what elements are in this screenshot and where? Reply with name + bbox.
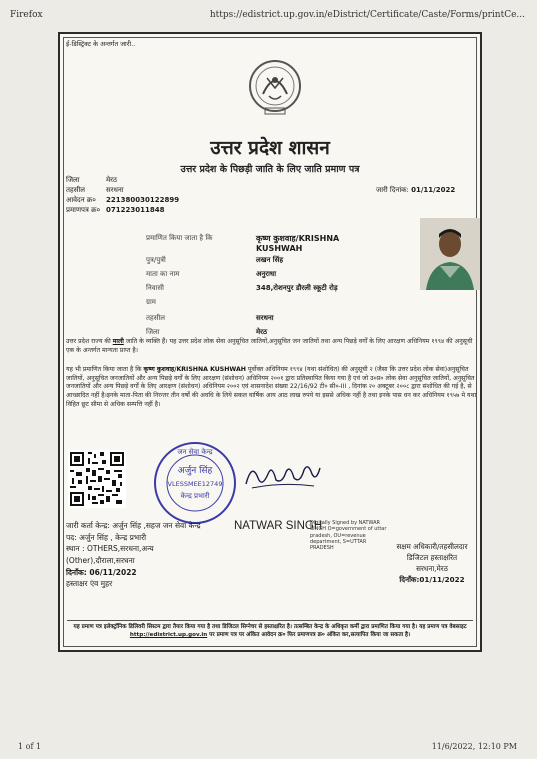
svg-text:जन सेवा केन्द्र: जन सेवा केन्द्र xyxy=(177,448,213,456)
top-note: ई-डिस्ट्रिक्ट के अन्तर्गत जारी.. xyxy=(66,40,136,48)
issue-date: जारी दिनांक: 01/11/2022 xyxy=(376,186,456,194)
meta-certificate-no: प्रमाणपत्र क्र० 071223011848 xyxy=(66,206,165,214)
digital-signature-text: Digitally Signed by NATWAR SINGH O=government of uttar pradesh, OU=revenue department, S=UTTAR PRADESH xyxy=(310,520,387,551)
paragraph-certification: यह भी प्रमाणित किया जाता है कि कृष्ण कुशवाह/KRISHNA KUSHWAH पूर्वोक्त अधिनियम १९९४ (यथा संशोधित) की अनुसूची २ (जैसा कि उत्तर प्रदेश लोक सेवा)अनुसूचित जातियों, अनुसूचित जनजातियों और अन्य पिछड़े वर्गों के लिए आरक्षण (संशोधन) अधिनियम २००१ द्वारा प्रतिस्थापित किया गया है एवं जो उ०प्र० लोक सेवा अनुसूचित जातियों, अनुसूचित जनजातियों और अन्य पिछड़े वर्गों के लिए आरक्षण (संशोधन) अधिनियम २००२ एवं शासनादेश संख्या 22/16/92 टी० सी०-III , दिनांक २० अक्टूबर २००८ द्वारा संशोधित की गई है, से आच्छादित नहीं है।इनके माता-पिता की निरन्तर तीन वर्षों की अवधि के लिये सकल वार्षिक आय आठ लाख रुपये या इससे अधिक नहीं है तथा इनके पास धन कर अधिनियम १९५७ मे यथा विहित छूट सीमा से अधिक सम्पत्ति नहीं है। xyxy=(66,366,477,408)
footer-divider xyxy=(67,620,473,621)
certificate-subtitle: उत्तर प्रदेश के पिछड़ी जाति के लिए जाति प्रमाण पत्र xyxy=(180,164,360,175)
digital-signer-name: NATWAR SINGH xyxy=(234,520,323,532)
certificate-inner-border: ई-डिस्ट्रिक्ट के अन्तर्गत जारी.. उत्तर प्रदेश शासन उत्तर प्रदेश के पिछड़ी जाति के लिए जाति प्रमाण पत्र जिला मेरठ तहसील सरधना आवेदन क्र० 221380030122899 प्रमाणपत्र क्र० 071223011848 जारी दिनांक: 01/11/2022 प्रमाणित किया जाता है कि कृष्ण कुशवाह/KRISHNA KUSHWAH पुत्र/पुत्री लखन सिंह माता का नाम अनुराधा निवासी 348,रोशनपुर डौरली स्कूटी रोड़ ग्राम तहसील सरधना जिला मेरठ उत्तर प्रदेश राज्य की माली जाति के व्यक्ति हैं। यह उत्तर प्रदेश लोक सेवा अनुसूचित जातियों,अनुसूचित जन जातियों तथा अन्य पिछड़े वर्गों के लिए आरक्षण अधिनियम १९९४ की अनुसूची एक के अन्तर्गत मान्यता प्राप्त है। यह भी प्रमाणित किया जाता है कि कृष्ण कुशवाह/KRISHNA KUSHWAH पूर्वोक्त अधिनियम १९९४ (यथा संशोधित) की अनुसूची २ (जैसा कि उत्तर प्रदेश लोक सेवा)अनुसूचित जातियों, अनुसूचित जनजातियों और अन्य पिछड़े वर्गों के लिए आरक्षण (संशोधन) अधिनियम २००१ द्वारा प्रतिस्थापित किया गया है एवं जो उ०प्र० लोक सेवा अनुसूचित जातियों, अनुसूचित जनजातियों और अन्य पिछड़े वर्गों के लिए आरक्षण (संशोधन) अधिनियम २००२ एवं शासनादेश संख्या 22/16/92 टी० सी०-III , दिनांक २० अक्टूबर २००८ द्वारा संशोधित की गई है, से आच्छादित नहीं है।इनके माता-पिता की निरन्तर तीन वर्षों की अवधि के लिये सकल वार्षिक आय आठ लाख रुपये या इससे अधिक नहीं है तथा इनके पास धन कर अधिनियम १९५७ मे यथा विहित छूट सीमा से अधिक सम्पत्ति नहीं है। जन सेवा केन्द्र अर्जुन सिंह VLESSMEE12749 केन्द्र प्रभारी जारी कर्ता केन्द्र: अर्जुन सिंह ,सहज जन सेवा केन्द्र पद: अर्जुन सिंह , केन्द्र प्रभारी स्थान : OTHERS,सरधना,अन्य (Other),दौराला,सरधना दिनाँक: 06/11/2022 हस्ताक्षर एंव मुहर NATWAR SINGH Digitally Signed by NATWAR SINGH O=government of uttar pradesh, OU=revenue department, S=UTTAR PRADESH सक्षम अधिकारी/तहसीलदार डिजिटल हस्ताक्षरित सरधना,मेरठ दिनाँक:01/11/2022 यह प्रमाण पत्र इलेक्ट्रॉनिक डिलिवरी सिस्टम द्वारा तैयार किया गया है तथा डिजिटल सिग्नेचर से हस्ताक्षरित है। तत्सम्बित केन्द्र के अधिकृत कर्मी द्वारा प्रमाणित किया गया है। यह प्रमाण पत्र वेबसाइट http://edistrict.up.gov.in पर प्रमाण पत्र पर अंकित आवेदन क्र० फिर प्रमाणपत्र क्र० अंकित कर,सत्यापित किया जा सकता है। xyxy=(63,37,477,647)
meta-application-no: आवेदन क्र० 221380030122899 xyxy=(66,196,180,204)
svg-text:केन्द्र प्रभारी: केन्द्र प्रभारी xyxy=(180,492,210,500)
svg-text:VLESSMEE12749: VLESSMEE12749 xyxy=(167,480,223,488)
handwritten-signature xyxy=(242,454,322,494)
meta-district: जिला मेरठ xyxy=(66,176,118,184)
browser-app-name: Firefox xyxy=(10,10,43,20)
footer-note: यह प्रमाण पत्र इलेक्ट्रॉनिक डिलिवरी सिस्टम द्वारा तैयार किया गया है तथा डिजिटल सिग्नेचर से हस्ताक्षरित है। तत्सम्बित केन्द्र के अधिकृत कर्मी द्वारा प्रमाणित किया गया है। यह प्रमाण पत्र वेबसाइट http://edistrict.up.gov.in पर प्रमाण पत्र पर अंकित आवेदन क्र० फिर प्रमाणपत्र क्र० अंकित कर,सत्यापित किया जा सकता है। xyxy=(73,624,467,638)
certificate xyxy=(58,32,482,652)
issuer-details: जारी कर्ता केन्द्र: अर्जुन सिंह ,सहज जन सेवा केन्द्र पद: अर्जुन सिंह , केन्द्र प्रभारी स्थान : OTHERS,सरधना,अन्य (Other),दौराला,सरधना दिनाँक: 06/11/2022 हस्ताक्षर एंव मुहर xyxy=(66,521,201,589)
applicant-photo xyxy=(420,218,480,290)
certificate-title: उत्तर प्रदेश शासन xyxy=(210,137,330,159)
browser-url: https://edistrict.up.gov.in/eDistrict/Certificate/Caste/Forms/printCe... xyxy=(209,10,525,20)
print-timestamp: 11/6/2022, 12:10 PM xyxy=(431,742,517,751)
paragraph-caste: उत्तर प्रदेश राज्य की माली जाति के व्यक्ति हैं। यह उत्तर प्रदेश लोक सेवा अनुसूचित जातियों,अनुसूचित जन जातियों तथा अन्य पिछड़े वर्गों के लिए आरक्षण अधिनियम १९९४ की अनुसूची एक के अन्तर्गत मान्यता प्राप्त है। xyxy=(66,338,473,354)
qr-code xyxy=(68,450,126,508)
footer-link[interactable]: http://edistrict.up.gov.in xyxy=(129,631,208,638)
meta-tehsil: तहसील सरधना xyxy=(66,186,124,194)
seal-stamp xyxy=(152,440,238,526)
up-emblem-icon xyxy=(247,58,303,120)
authority-details: सक्षम अधिकारी/तहसीलदार डिजिटल हस्ताक्षरित सरधना,मेरठ दिनाँक:01/11/2022 xyxy=(396,542,468,585)
svg-text:अर्जुन सिंह: अर्जुन सिंह xyxy=(177,466,213,476)
page-count: 1 of 1 xyxy=(18,742,42,751)
